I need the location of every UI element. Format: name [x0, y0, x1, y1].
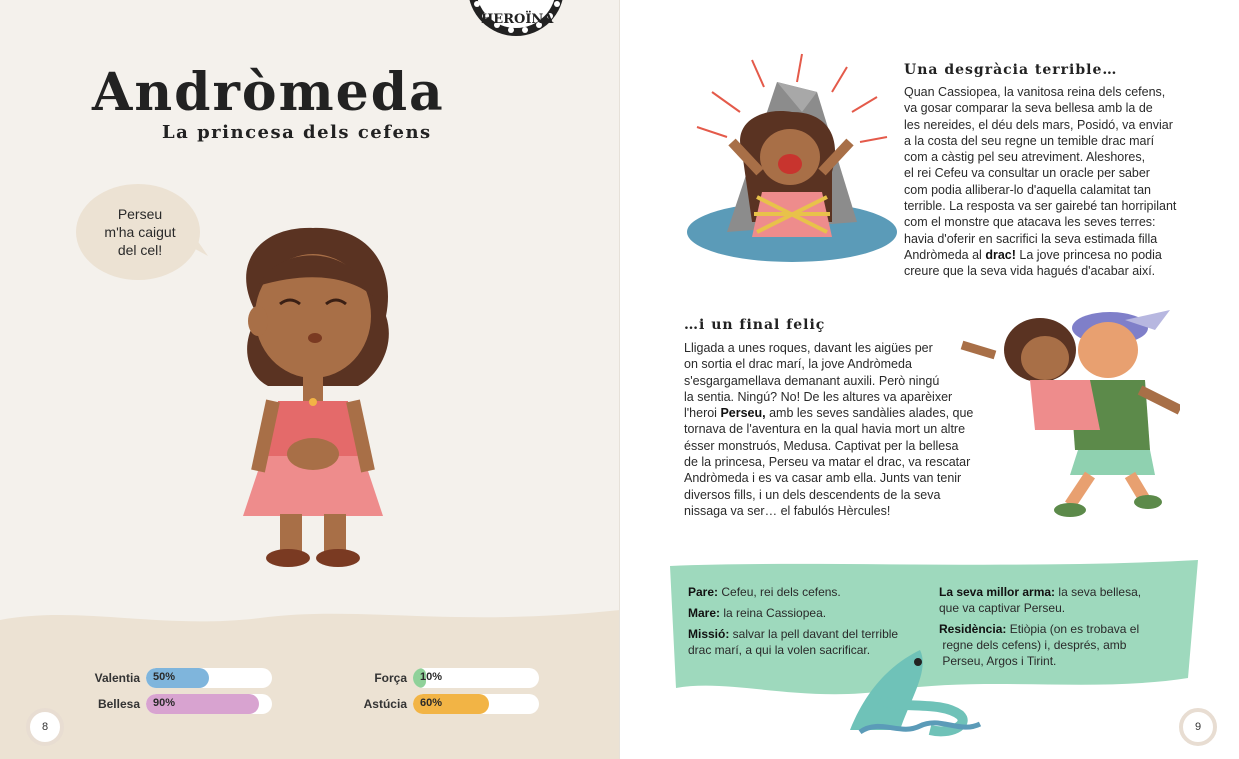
andromeda-illustration — [218, 226, 408, 571]
stat-valentia — [80, 668, 272, 688]
section2-body: Lligada a unes roques, davant les aigües per on sortia el drac marí, la jove Andròmeda s'esgargamellava demanant auxili. Però ningú la sentia. Ningú? No! De les altures va aparèixer l'heroi Perseu, amb les seves sandàlies alades, que tornava de l'aventura en la qual havia mort un altre ésser monstruós, Medusa. Captivat per la bellesa de la princesa, Perseu va matar el drac, va rescatar Andròmeda i es va casar amb ella. Junts van tenir diversos fills, i un dels descendents de la seva nissaga va ser… el fabulós Hèrcules! — [684, 341, 974, 518]
speech-bubble-text: Perseu m'ha caigut del cel! — [104, 206, 176, 258]
stat-label: Força — [374, 671, 407, 685]
stat-track — [413, 668, 539, 688]
right-page — [620, 0, 1239, 759]
stat-value: 10% — [420, 671, 443, 683]
stat-track — [146, 668, 272, 688]
stat-astucia — [347, 694, 539, 714]
page-title: Andròmeda — [92, 62, 445, 123]
section2-title: …i un final feliç — [684, 317, 826, 333]
sea-dragon-illustration — [840, 640, 985, 740]
page-number-right: 9 — [1179, 708, 1217, 746]
info-missio: Missió: salvar la pell davant del terrible drac marí, a qui la volen sacrificar. — [688, 627, 899, 657]
section1-title: Una desgràcia terrible… — [904, 62, 1118, 78]
stat-label: Astúcia — [363, 697, 407, 711]
stat-forca — [347, 668, 539, 688]
section1-body: Quan Cassiopea, la vanitosa reina dels cefens, va gosar comparar la seva bellesa amb la de les nereides, el déu dels mars, Posidó, va enviar a la costa del seu regne un temible drac marí com a càstig pel seu atreviment. Aleshores, el rei Cefeu va consultar un oracle per saber com podia alliberar-lo d'aquella calamitat tan terrible. La resposta va ser gairebé tan horripilant com el monstre que atacava les seves terres: havia d'oferir en sacrifici la seva estimada filla Andròmeda al drac! La jove princesa no podia creure que la seva vida hagués d'acabar així. — [904, 85, 1177, 279]
page-subtitle: La princesa dels cefens — [162, 122, 432, 143]
info-millor-arma: La seva millor arma: la seva bellesa, que va captivar Perseu. — [939, 585, 1142, 615]
info-residencia: Residència: Etiòpia (on es trobava el regne dels cefens) i, després, amb Perseu, Argos i Tirint. — [939, 622, 1140, 668]
stat-track — [146, 694, 272, 714]
stat-value: 50% — [153, 671, 176, 683]
stat-label: Valentia — [94, 671, 140, 685]
perseus-carrying-andromeda-illustration — [960, 300, 1180, 524]
stat-value: 90% — [153, 697, 176, 709]
info-mare: Mare: la reina Cassiopea. — [688, 606, 827, 620]
stat-bellesa — [80, 694, 272, 714]
stat-label: Bellesa — [97, 697, 140, 711]
crying-andromeda-on-rock-illustration — [682, 52, 900, 274]
info-pare: Pare: Cefeu, rei dels cefens. — [688, 585, 841, 599]
page-number-left: 8 — [26, 708, 64, 746]
stat-value: 60% — [420, 697, 443, 709]
stat-track — [413, 694, 539, 714]
badge-label: HEROÏNA — [481, 12, 554, 27]
